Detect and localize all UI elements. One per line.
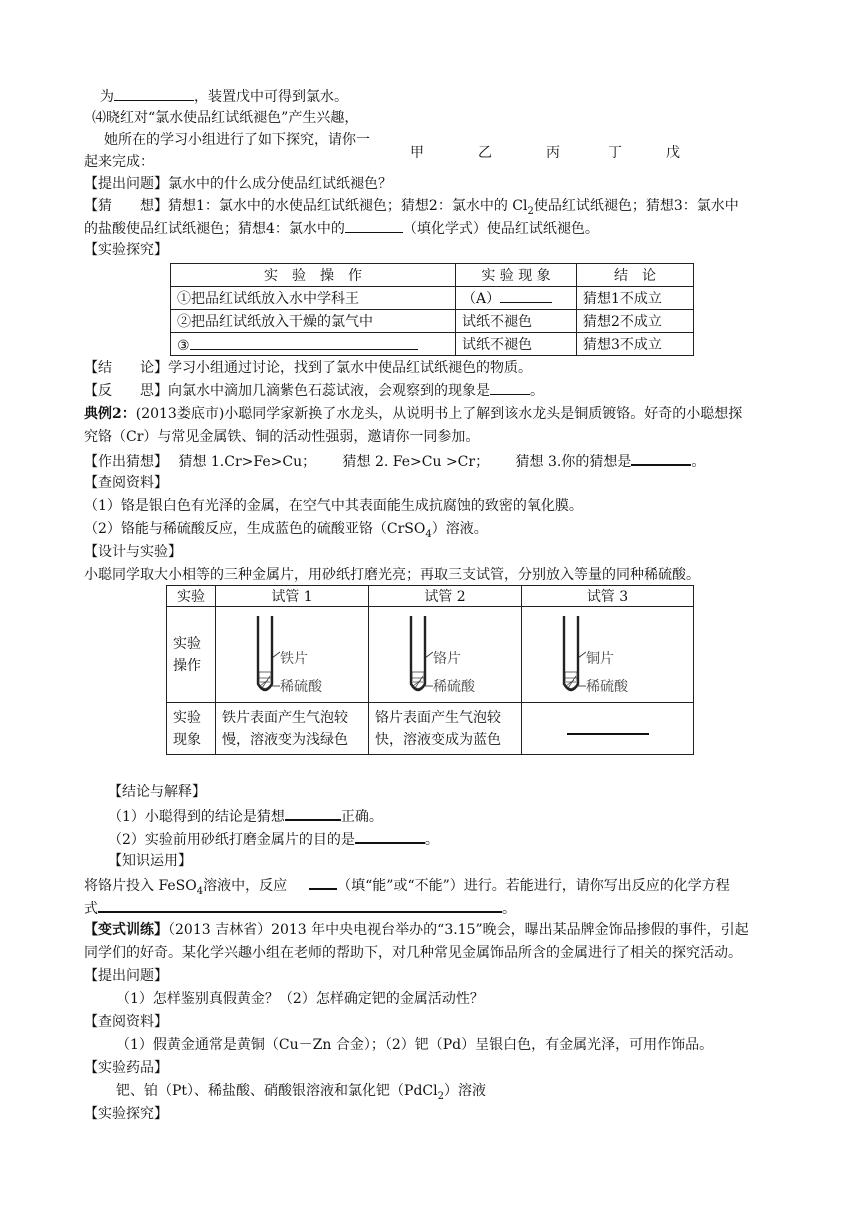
experiment-table-1: [170, 263, 694, 356]
answer-blank[interactable]: [98, 897, 502, 913]
answer-blank[interactable]: [309, 874, 337, 890]
answer-blank[interactable]: [490, 380, 530, 395]
answer-blank[interactable]: [355, 828, 425, 844]
tube-cell-1: 铁片 稀硫酸: [216, 607, 369, 703]
explore-tag: 【实验探究】: [84, 242, 168, 258]
answer-blank[interactable]: [285, 805, 341, 821]
table-header: 结 论: [577, 264, 694, 287]
variant-reference-tag: 【查阅资料】: [84, 1014, 168, 1030]
line-1: 为 ，装置戊中可得到氯水。: [100, 86, 348, 107]
answer-blank[interactable]: [500, 288, 552, 303]
apparatus-label-bing: 丙: [546, 145, 560, 161]
variant-explore-tag: 【实验探究】: [84, 1106, 168, 1122]
conclusion-line: 【结 论】学习小组通过讨论，找到了氯水中使品红试纸褪色的物质。: [84, 360, 532, 376]
guess-line-2: 的盐酸使品红试纸褪色；猜想4：氯水中的 （填化学式）使品红试纸褪色。: [84, 218, 599, 239]
table-row: ②把品红试纸放入干燥的氯气中 试纸不褪色 猜想2不成立: [171, 310, 694, 333]
line-2: ⑷晓红对“氯水使品红试纸褪色”产生兴趣，: [92, 110, 359, 126]
table-row: 实验 操作 铁片 稀硫酸 铬片 稀硫酸 铜片 稀硫酸: [167, 607, 694, 703]
variant-line-1: 【变式训练】（2013 吉林省）2013 年中央电视台举办的“3.15”晚会，曝出某品牌金饰品掺假的事件，引起: [84, 922, 749, 938]
tube-cell-2: 铬片 稀硫酸: [369, 607, 522, 703]
apparatus-label-yi: 乙: [478, 145, 492, 161]
variant-question: （1）怎样鉴别真假黄金？（2）怎样确定钯的金属活动性？: [116, 991, 484, 1007]
design-tag: 【设计与实验】: [84, 544, 182, 560]
table-header: 实 验 现 象: [456, 264, 577, 287]
reference-tag: 【查阅资料】: [84, 475, 168, 491]
design-text: 小聪同学取大小相等的三种金属片，用砂纸打磨光亮；再取三支试管，分别放入等量的同种稀硫酸。: [84, 567, 700, 583]
answer-blank[interactable]: [345, 218, 403, 233]
reference-1: （1）铬是银白色有光泽的金属，在空气中其表面能生成抗腐蚀的致密的氧化膜。: [84, 498, 583, 514]
tube-cell-3: 铜片 稀硫酸: [522, 607, 694, 703]
answer-blank[interactable]: [631, 450, 691, 466]
guess-line-1: 【猜 想】猜想1：氯水中的水使品红试纸褪色；猜想2：氯水中的 $Cl_2$使品红试纸褪色；猜想3：氯水中: [84, 198, 739, 217]
example2-intro-1: 典例2：(2013娄底市)小聪同学家新换了水龙头，从说明书上了解到该水龙头是铜质镀铬。好奇的小聪想探: [84, 406, 743, 422]
table-row: ③ 试纸不褪色 猜想3不成立: [171, 333, 694, 356]
table-row: 实验 现象 铁片表面产生气泡较慢，溶液变为浅绿色 铬片表面产生气泡较快，溶液变成为蓝色: [167, 703, 694, 755]
reference-2: （2）铬能与稀硫酸反应，生成蓝色的硫酸亚铬（CrSO$_4$）溶液。: [84, 521, 488, 540]
test-tube-icon: [556, 614, 586, 700]
apparatus-label-jia: 甲: [410, 145, 424, 161]
variant-reference: （1）假黄金通常是黄铜（Cu－Zn 合金）；（2）钯（Pd）呈银白色，有金属光泽，可用作饰品。: [116, 1037, 714, 1053]
answer-blank[interactable]: [190, 335, 418, 350]
conclusion-tag: 【结论与解释】: [108, 784, 206, 800]
apply-tag: 【知识运用】: [108, 853, 192, 869]
variant-line-2: 同学们的好奇。某化学兴趣小组在老师的帮助下，对几种常见金属饰品所含的金属进行了相关的探究活动。: [84, 945, 742, 961]
apparatus-label-ding: 丁: [608, 145, 622, 161]
conclusion-1: （1）小聪得到的结论是猜想 正确。: [108, 805, 383, 827]
hypothesis-line: 【作出猜想】 猜想 1.Cr>Fe>Cu； 猜想 2. Fe>Cu >Cr； 猜想 3.你的猜想是 。: [84, 450, 705, 472]
conclusion-2: （2）实验前用砂纸打磨金属片的目的是 。: [108, 828, 439, 850]
apparatus-label-wu: 戊: [666, 145, 680, 161]
test-tube-icon: [250, 614, 280, 700]
test-tube-icon: [403, 614, 433, 700]
table-row: ①把品红试纸放入水中学科王 （A） 猜想1不成立: [171, 287, 694, 310]
example2-intro-2: 究铬（Cr）与常见金属铁、铜的活动性强弱，邀请你一同参加。: [84, 429, 480, 445]
line-3: 她所在的学习小组进行了如下探究，请你一: [104, 132, 370, 148]
answer-blank[interactable]: [567, 719, 649, 735]
experiment-table-2: 实验 试管 1 试管 2 试管 3 实验 操作 铁片 稀硫酸 铬片 稀硫酸 铜片 稀硫酸 实验 现象 铁片表面产生气泡较慢，溶液变为浅绿色 铬片表面产生气泡较快，溶液变成为蓝色: [166, 585, 694, 755]
reflection-line: 【反 思】向氯水中滴加几滴紫色石蕊试液，会观察到的现象是 。: [84, 380, 544, 401]
apply-1: 将铬片投入 FeSO$_4$溶液中，反应 （填“能”或“不能”）进行。若能进行，请你写出反应的化学方程: [84, 874, 730, 902]
table-header: 实 验 操 作: [171, 264, 456, 287]
variant-drug: 钯、铂（Pt）、稀盐酸、硝酸银溶液和氯化钯（PdCl$_2$）溶液: [116, 1083, 486, 1102]
apply-2: 式 。: [84, 897, 516, 919]
question-line: 【提出问题】氯水中的什么成分使品红试纸褪色？: [84, 176, 392, 192]
line-4: 起来完成：: [84, 154, 154, 170]
variant-question-tag: 【提出问题】: [84, 968, 168, 984]
variant-drug-tag: 【实验药品】: [84, 1060, 168, 1076]
answer-blank[interactable]: [114, 86, 194, 101]
